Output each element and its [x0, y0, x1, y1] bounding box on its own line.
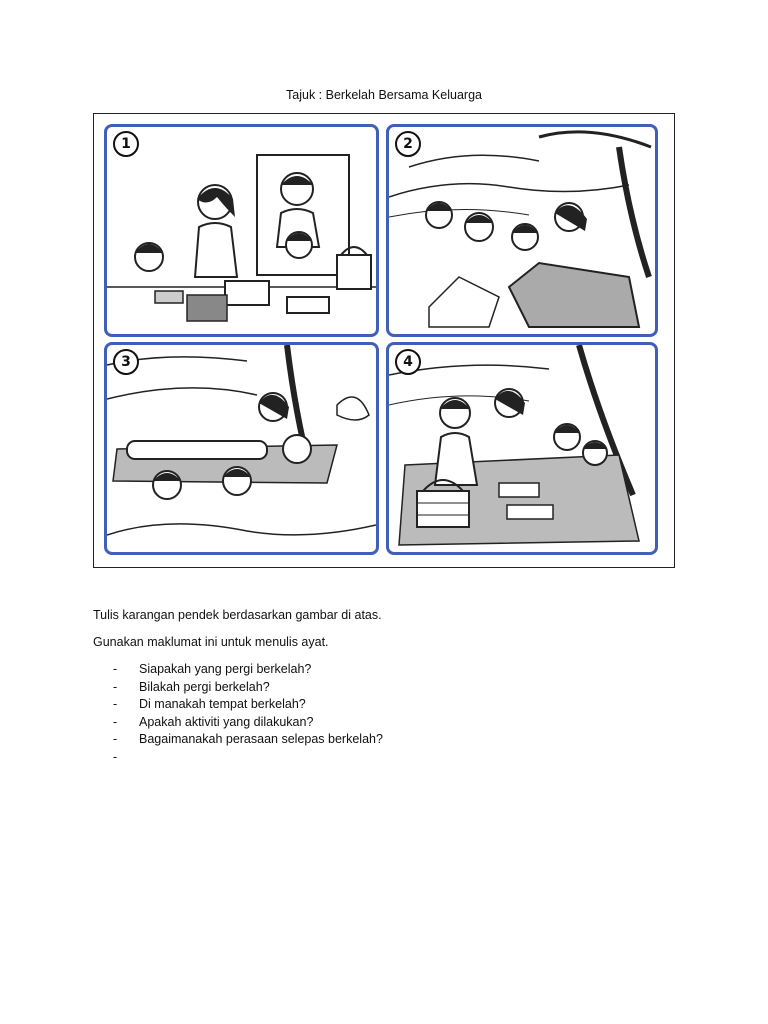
- panel-3-number: 3: [113, 349, 139, 375]
- comic-panel-3: [104, 342, 379, 555]
- list-bullet: -: [113, 662, 118, 676]
- list-bullet: -: [113, 697, 118, 711]
- question-text: Siapakah yang pergi berkelah?: [139, 662, 312, 676]
- list-bullet: -: [113, 749, 118, 764]
- panel-4-illustration: [389, 345, 655, 552]
- list-bullet: -: [113, 679, 118, 694]
- comic-panel-2: [386, 124, 658, 337]
- question-text: Di manakah tempat berkelah?: [139, 697, 306, 711]
- panel-2-number: 2: [395, 131, 421, 157]
- comic-figure: [93, 113, 675, 568]
- panel-1-number: 1: [113, 131, 139, 157]
- comic-panel-4: [386, 342, 658, 555]
- panel-3-illustration: [107, 345, 376, 552]
- question-text: Apakah aktiviti yang dilakukan?: [139, 714, 314, 729]
- instruction-line-2: Gunakan maklumat ini untuk menulis ayat.: [93, 635, 329, 649]
- list-bullet: -: [113, 732, 118, 746]
- instruction-line-1: Tulis karangan pendek berdasarkan gambar di atas.: [93, 608, 382, 622]
- panel-2-illustration: [389, 127, 655, 334]
- page-title: Tajuk : Berkelah Bersama Keluarga: [286, 88, 482, 102]
- question-text: Bilakah pergi berkelah?: [139, 679, 270, 694]
- panel-1-illustration: [107, 127, 376, 334]
- list-bullet: -: [113, 714, 118, 729]
- question-text: Bagaimanakah perasaan selepas berkelah?: [139, 732, 383, 746]
- panel-4-number: 4: [395, 349, 421, 375]
- comic-panel-1: [104, 124, 379, 337]
